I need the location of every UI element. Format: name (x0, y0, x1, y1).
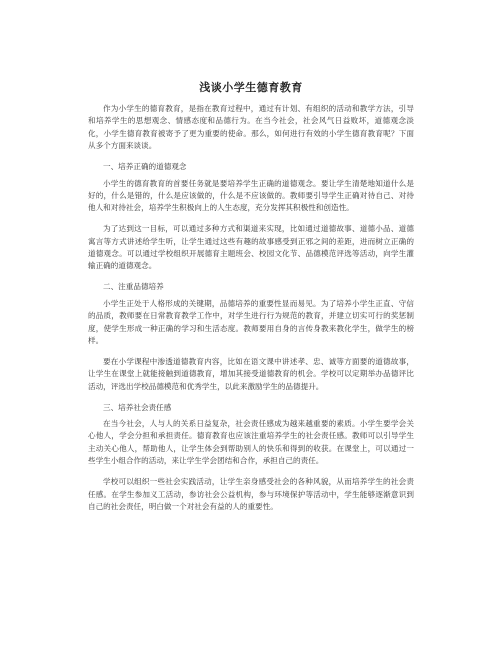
section-2-paragraph-1: 小学生正处于人格形成的关键期，品德培养的重要性显而易见。为了培养小学生正直、守信的品质，教师要在日常教育教学工作中，对学生进行行为规范的教育，并建立切实可行的奖惩制度，使学生形成一种正确的学习和生活态度。教师要用自身的言传身教来教化学生，做学生的榜样。 (88, 298, 414, 345)
section-3-paragraph-1: 在当今社会，人与人的关系日益复杂，社会责任感成为越来越重要的素质。小学生要学会关心他人，学会分担和承担责任。德育教育也应该注重培养学生的社会责任感。教师可以引导学生主动关心他人，帮助他人，让学生体会到帮助别人的快乐和得到的收获。在课堂上，可以通过一些学生小组合作的活动，来让学生学会团结和合作，承担自己的责任。 (88, 419, 414, 466)
section-1-paragraph-2: 为了达到这一目标，可以通过多种方式和渠道来实现，比如通过道德故事、道德小品、道德寓言等方式讲述给学生听，让学生通过这些有趣的故事感受到正邪之间的差距，进而树立正确的道德观念。可以通过学校组织开展德育主题班会、校园文化节、品德模范评选等活动，向学生灌输正确的道德观念。 (88, 224, 414, 271)
section-1-paragraph-1: 小学生的德育教育的首要任务就是要培养学生正确的道德观念。要让学生清楚地知道什么是好的，什么是错的，什么是应该做的，什么是不应该做的。教师要引导学生正确对待自己、对待他人和对待社会，培养学生积极向上的人生态度，充分发挥其积极性和创造性。 (88, 178, 414, 213)
section-heading-3: 三、培养社会责任感 (103, 402, 172, 412)
intro-paragraph: 作为小学生的德育教育，是指在教育过程中，通过有计划、有组织的活动和教学方法，引导和培养学生的思想观念、情感态度和品德行为。在当今社会，社会风气日益败坏，道德观念淡化，小学生德育教育被寄予了更为重要的使命。那么，如何进行有效的小学生德育教育呢？下面从多个方面来谈谈。 (88, 104, 414, 151)
section-2-paragraph-2: 要在小学课程中渗透道德教育内容，比如在语文课中讲述孝、忠、诚等方面要的道德故事，让学生在课堂上就能接触到道德教育，增加其接受道德教育的机会。学校可以定期举办品德评比活动，评选出学校品德模范和优秀学生，以此来激励学生的品德提升。 (88, 356, 414, 391)
document-body (88, 103, 414, 522)
document-title: 浅谈小学生德育教育 (199, 81, 303, 94)
section-3-paragraph-2: 学校可以组织一些社会实践活动，让学生亲身感受社会的各种风貌，从而培养学生的社会责任感。在学生参加义工活动，参访社会公益机构，参与环境保护等活动中，学生能够逐渐意识到自己的社会责任，明白做一个对社会有益的人的重要性。 (88, 477, 414, 511)
section-heading-2: 二、注重品德培养 (103, 282, 164, 292)
section-heading-1: 一、培养正确的道德观念 (103, 162, 187, 172)
